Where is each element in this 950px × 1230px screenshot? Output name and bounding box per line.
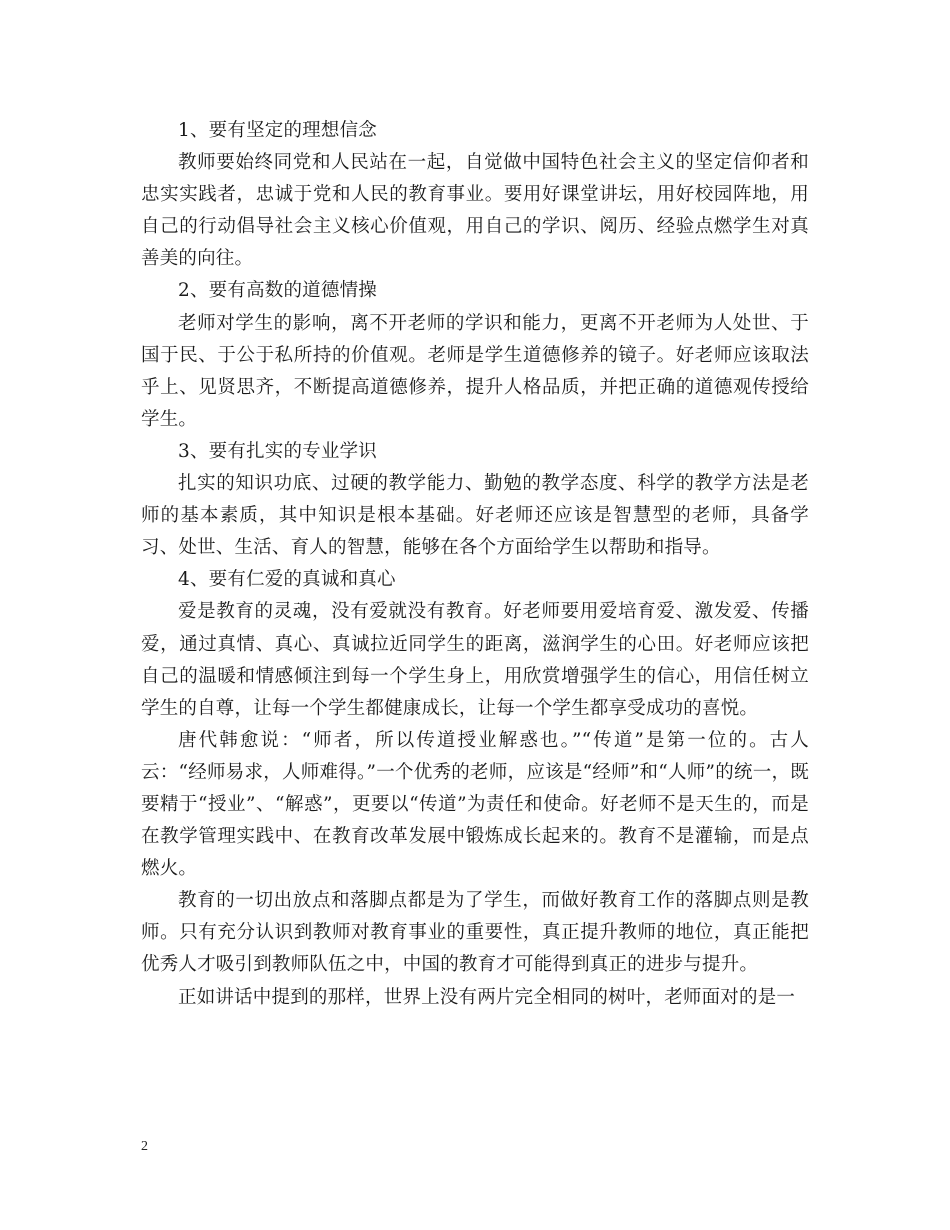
- page-number: 2: [141, 1139, 148, 1154]
- paragraph-6: 教育的一切出放点和落脚点都是为了学生，而做好教育工作的落脚点则是教师。只有充分认识到教师对教育事业的重要性，真正提升教师的地位，真正能把优秀人才吸引到教师队伍之中，中国的教育才可能得到真正的进步与提升。: [141, 890, 809, 976]
- section-heading-1: 1、要有坚定的理想信念: [178, 120, 377, 141]
- section-heading-3: 3、要有扎实的专业学识: [178, 440, 377, 462]
- paragraph-5: 唐代韩愈说：“师者，所以传道授业解惑也。”“传道”是第一位的。古人云：“经师易求，人师难得。”一个优秀的老师，应该是“经师”和“人师”的统一，既要精于“授业”、“解惑”，更要以“传道”为责任和使命。好老师不是天生的，而是在教学管理实践中、在教育改革发展中锻炼成长起来的。教育不是灌输，而是点燃火。: [141, 729, 809, 880]
- paragraph-3: 扎实的知识功底、过硬的教学能力、勤勉的教学态度、科学的教学方法是老师的基本素质，其中知识是根本基础。好老师还应该是智慧型的老师，具备学习、处世、生活、育人的智慧，能够在各个方面给学生以帮助和指导。: [141, 473, 809, 559]
- paragraph-4: 爱是教育的灵魂，没有爱就没有教育。好老师要用爱培育爱、激发爱、传播爱，通过真情、真心、真诚拉近同学生的距离，滋润学生的心田。好老师应该把自己的温暖和情感倾注到每一个学生身上，用欣赏增强学生的信心，用信任树立学生的自尊，让每一个学生都健康成长，让每一个学生都享受成功的喜悦。: [141, 601, 809, 719]
- paragraph-1: 教师要始终同党和人民站在一起，自觉做中国特色社会主义的坚定信仰者和忠实实践者，忠诚于党和人民的教育事业。要用好课堂讲坛，用好校园阵地，用自己的行动倡导社会主义核心价值观，用自己的学识、阅历、经验点燃学生对真善美的向往。: [141, 152, 809, 270]
- paragraph-7: 正如讲话中提到的那样，世界上没有两片完全相同的树叶，老师面对的是一: [178, 986, 796, 1008]
- paragraph-2: 老师对学生的影响，离不开老师的学识和能力，更离不开老师为人处世、于国于民、于公于私所持的价值观。老师是学生道德修养的镜子。好老师应该取法乎上、见贤思齐，不断提高道德修养，提升人格品质，并把正确的道德观传授给学生。: [141, 312, 809, 430]
- section-heading-4: 4、要有仁爱的真诚和真心: [178, 569, 396, 591]
- section-heading-2: 2、要有高数的道德情操: [178, 280, 377, 302]
- document-body: [141, 115, 809, 1014]
